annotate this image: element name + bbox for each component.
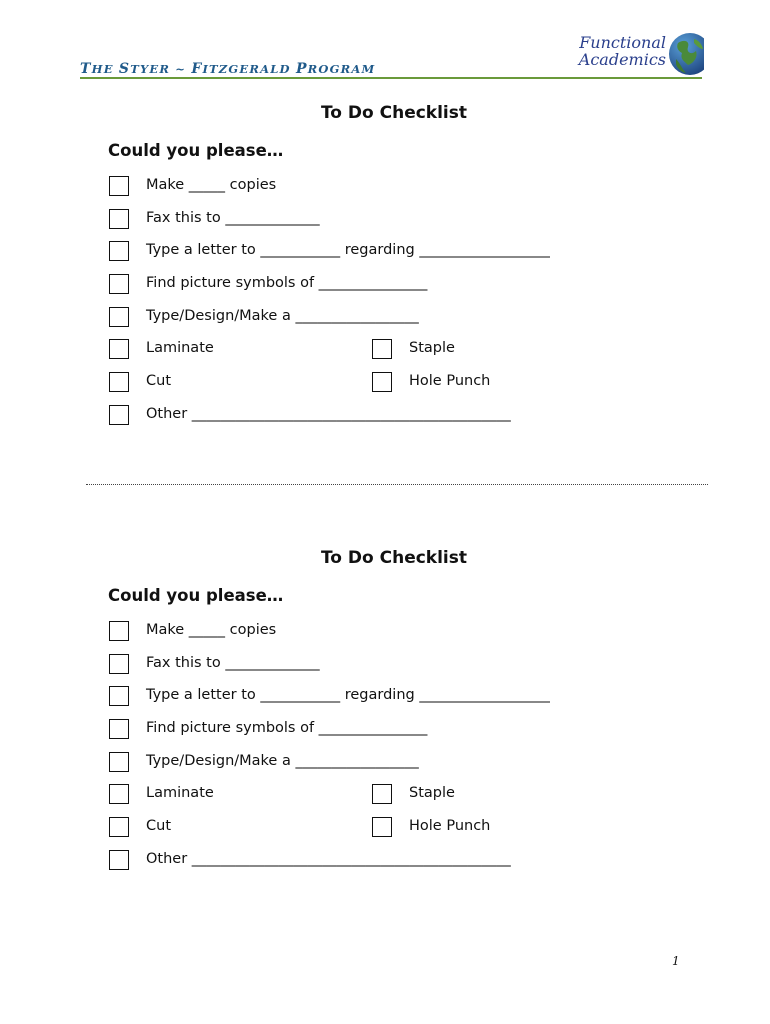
checkbox[interactable]: [109, 686, 129, 706]
checklist-section: [0, 103, 770, 433]
item-label: Staple: [409, 785, 455, 801]
item-label: Type a letter to ___________ regarding __________________: [146, 687, 550, 703]
checklist-prompt: Could you please…: [108, 141, 284, 160]
logo-text: Functional Academics: [578, 33, 666, 69]
checkbox[interactable]: [109, 719, 129, 739]
page-number: 1: [672, 954, 680, 968]
item-label: Other ____________________________________________: [146, 406, 511, 422]
item-label: Find picture symbols of _______________: [146, 720, 428, 736]
checkbox[interactable]: [109, 307, 129, 327]
checkbox[interactable]: [109, 850, 129, 870]
checkbox[interactable]: [109, 274, 129, 294]
checklist-prompt: Could you please…: [108, 586, 284, 605]
item-label: Fax this to _____________: [146, 210, 320, 226]
checkbox[interactable]: [372, 339, 392, 359]
checkbox[interactable]: [109, 405, 129, 425]
checklist-section: [0, 548, 770, 878]
checklist-title: To Do Checklist: [320, 548, 468, 568]
item-label: Type/Design/Make a _________________: [146, 753, 419, 769]
checkbox[interactable]: [109, 339, 129, 359]
header-rule: [80, 77, 702, 79]
checkbox[interactable]: [109, 176, 129, 196]
item-label: Make _____ copies: [146, 177, 277, 193]
checkbox[interactable]: [372, 784, 392, 804]
checkbox[interactable]: [109, 752, 129, 772]
item-label: Hole Punch: [409, 818, 491, 834]
item-label: Fax this to _____________: [146, 655, 320, 671]
item-label: Type a letter to ___________ regarding __________________: [146, 242, 550, 258]
item-label: Staple: [409, 340, 455, 356]
checkbox[interactable]: [109, 209, 129, 229]
checkbox[interactable]: [372, 817, 392, 837]
item-label: Hole Punch: [409, 373, 491, 389]
checkbox[interactable]: [372, 372, 392, 392]
checkbox[interactable]: [109, 817, 129, 837]
program-name: THE STYER ~ FITZGERALD PROGRAM: [80, 61, 376, 77]
item-label: Other ____________________________________________: [146, 851, 511, 867]
item-label: Find picture symbols of _______________: [146, 275, 428, 291]
item-label: Cut: [146, 818, 171, 834]
globe-icon: [668, 31, 704, 77]
item-label: Type/Design/Make a _________________: [146, 308, 419, 324]
cut-line-divider: [86, 484, 708, 485]
checkbox[interactable]: [109, 784, 129, 804]
item-label: Laminate: [146, 785, 214, 801]
checkbox[interactable]: [109, 654, 129, 674]
checkbox[interactable]: [109, 241, 129, 261]
item-label: Make _____ copies: [146, 622, 277, 638]
checklist-title: To Do Checklist: [320, 103, 468, 123]
checkbox[interactable]: [109, 372, 129, 392]
item-label: Laminate: [146, 340, 214, 356]
checkbox[interactable]: [109, 621, 129, 641]
item-label: Cut: [146, 373, 171, 389]
